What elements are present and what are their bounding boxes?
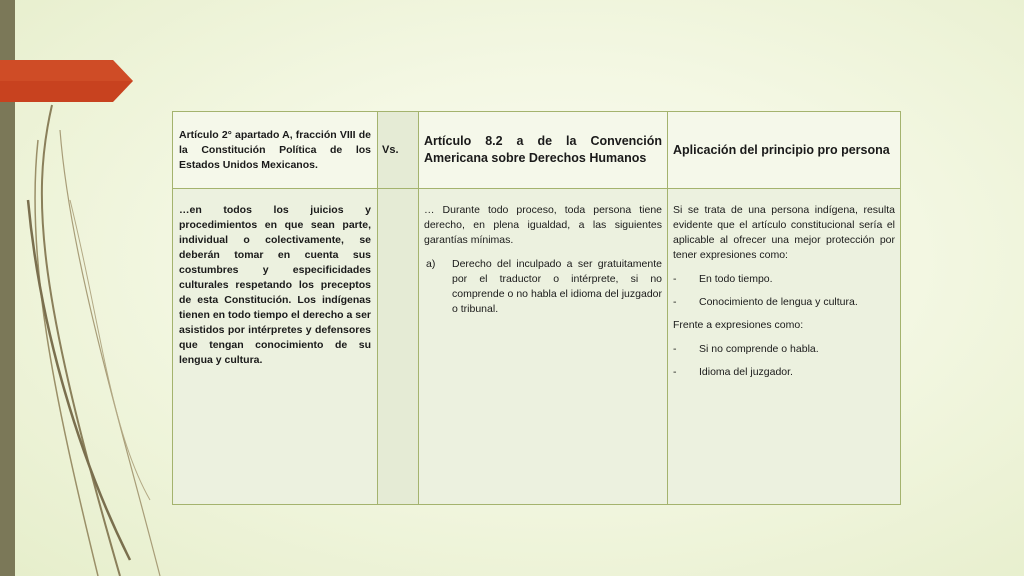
constitution-text-cell [173, 189, 378, 505]
pro-persona-text-cell [668, 189, 901, 505]
header-constitution: Artículo 2° apartado A, fracción VIII de la Constitución Política de los Estados Unidos Mexicanos. [173, 112, 378, 189]
pro-persona-middle-text: Frente a expresiones como: [673, 319, 804, 331]
header-vs: Vs. [378, 112, 419, 189]
list-item: - Si no comprende o habla. [673, 343, 819, 355]
pro-persona-intro: Si se trata de una persona indígena, resulta evidente que el artículo constitucional sería el aplicable al ofrecer una mejor protección por tener expresiones como: [673, 204, 895, 261]
comparison-table [172, 111, 901, 505]
vs-empty-cell [378, 189, 419, 505]
header-convention: Artículo 8.2 a de la Convención Americana sobre Derechos Humanos [419, 112, 668, 189]
convention-text-cell [419, 189, 668, 505]
constitution-text: …en todos los juicios y procedimientos en que sean parte, individual o colectivamente, se deberán tomar en cuenta sus costumbres y especificidades culturales respetando los preceptos de esta Constitución. Los indígenas tienen en todo tiempo el derecho a ser asistidos por intérpretes y defensores que tengan conocimiento de su lengua y cultura. [179, 204, 371, 366]
table-header-row [173, 112, 901, 189]
list-item: - Idioma del juzgador. [673, 366, 793, 378]
accent-arrow-tab [0, 60, 133, 102]
header-pro-persona: Aplicación del principio pro persona [668, 112, 901, 189]
list-item: - Conocimiento de lengua y cultura. [673, 296, 858, 308]
convention-intro: … Durante todo proceso, toda persona tiene derecho, en plena igualdad, a las siguientes garantías mínimas. [424, 204, 662, 246]
list-item: a) Derecho del inculpado a ser gratuitamente por el traductor o intérprete, si no comprende o no habla el idioma del juzgador o tribunal. [426, 258, 662, 315]
table-body-row [173, 189, 901, 505]
list-item: - En todo tiempo. [673, 273, 773, 285]
